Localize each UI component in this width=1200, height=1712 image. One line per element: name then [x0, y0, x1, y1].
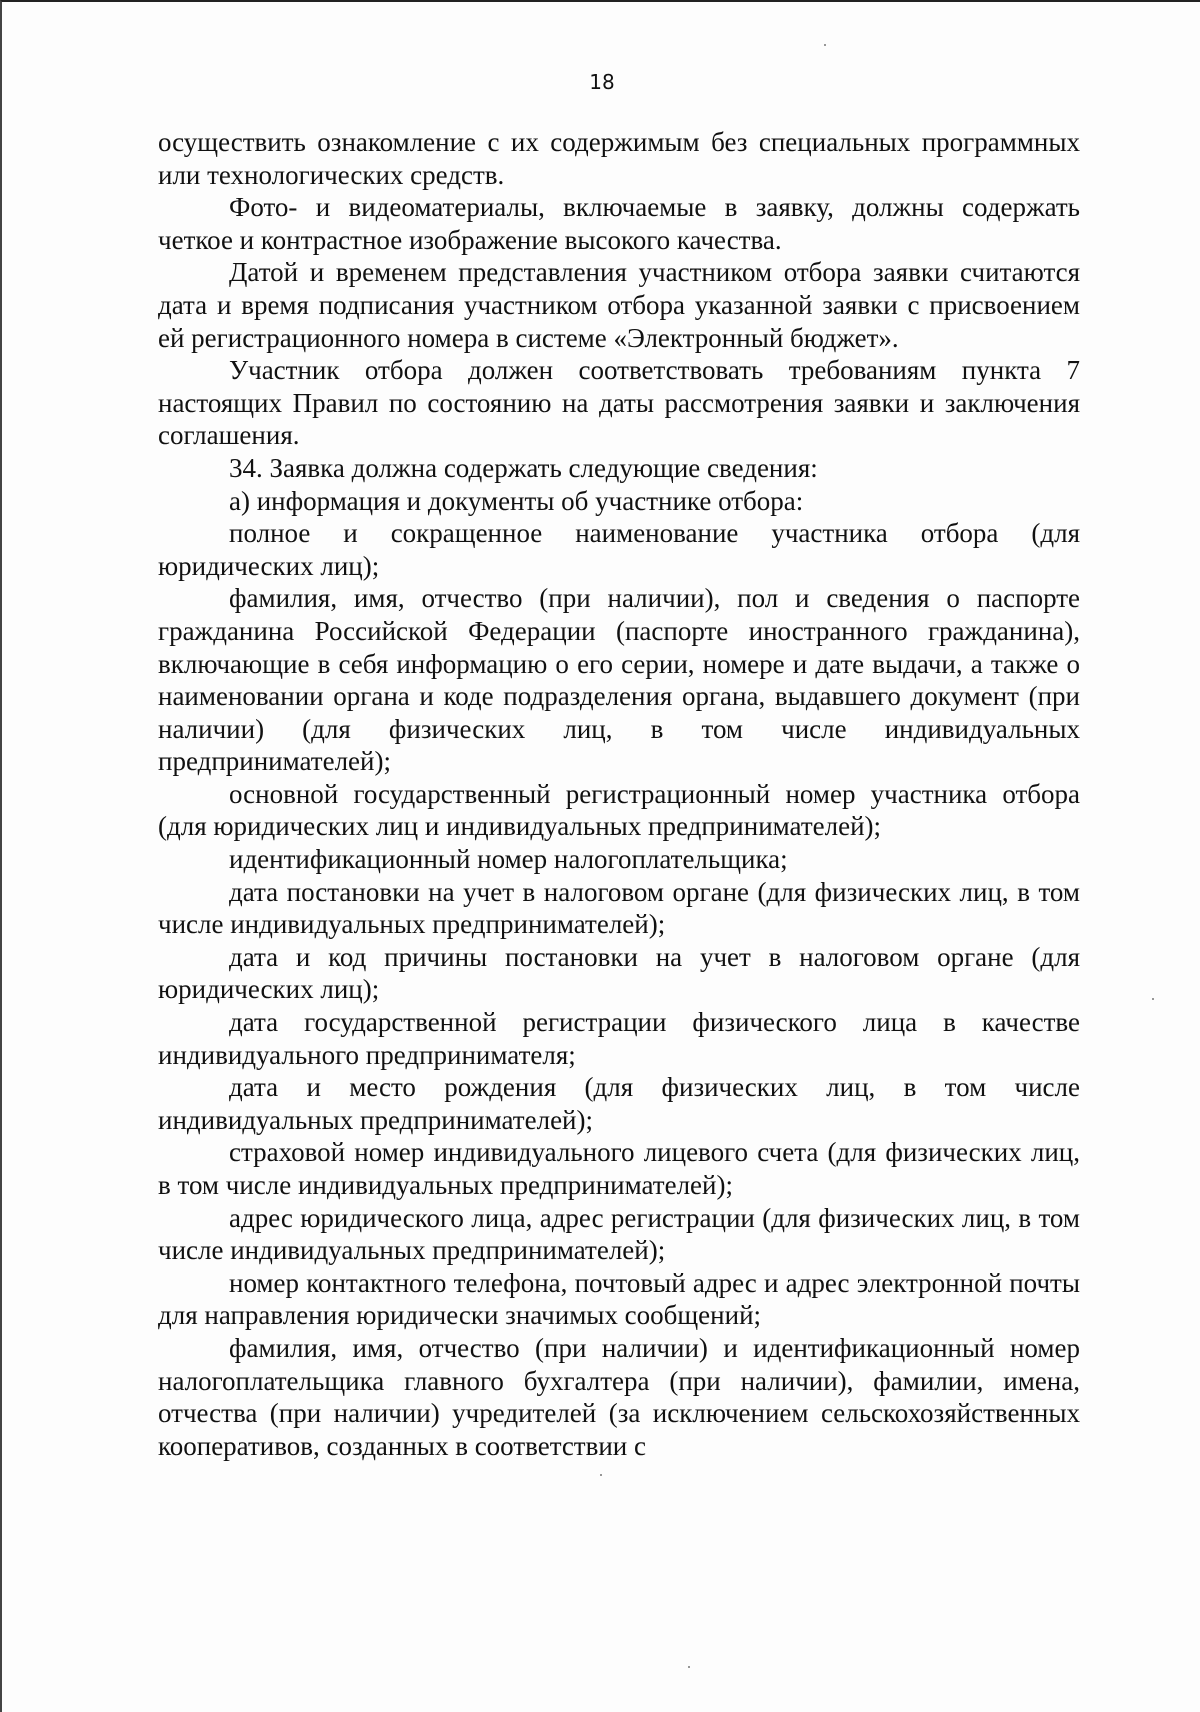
paragraph-14: дата и место рождения (для физических лиц, в том числе индивидуальных предпринимателей);: [158, 1072, 1080, 1135]
scan-speck: [1152, 998, 1154, 1000]
paragraph-18: фамилия, имя, отчество (при наличии) и идентификационный номер налогоплательщика главного бухгалтера (при наличии), фамилии, имена, отчества (при наличии) учредителей (за исключением сельскохозяйственных кооперативов, созданных в соответствии с: [158, 1332, 1080, 1461]
paragraph-1: осуществить ознакомление с их содержимым без специальных программных или технологических средств.: [158, 127, 1080, 190]
paragraph-15: страховой номер индивидуального лицевого счета (для физических лиц, в том числе индивидуальных предпринимателей);: [158, 1137, 1080, 1200]
paragraph-8: фамилия, имя, отчество (при наличии), пол и сведения о паспорте гражданина Российской Федерации (паспорте иностранного гражданина), включающие в себя информацию о его серии, номере и дате выдачи, а также о наименовании органа и коде подразделения органа, выдавшего документ (при наличии) (для физических лиц, в том числе индивидуальных предпринимателей);: [158, 583, 1080, 777]
paragraph-3: Датой и временем представления участником отбора заявки считаются дата и время подписания участником отбора указанной заявки с присвоением ей регистрационного номера в системе «Электронный бюджет».: [158, 257, 1080, 353]
paragraph-2: Фото- и видеоматериалы, включаемые в заявку, должны содержать четкое и контрастное изображение высокого качества.: [158, 192, 1080, 255]
paragraph-6: а) информация и документы об участнике отбора:: [229, 485, 804, 516]
paragraph-4: Участник отбора должен соответствовать требованиям пункта 7 настоящих Правил по состоянию на даты рассмотрения заявки и заключения соглашения.: [158, 355, 1080, 451]
paragraph-10: идентификационный номер налогоплательщика;: [229, 844, 788, 875]
paragraph-16: адрес юридического лица, адрес регистрации (для физических лиц, в том числе индивидуальных предпринимателей);: [158, 1202, 1080, 1266]
scan-speck: [600, 1474, 602, 1476]
paragraph-9: основной государственный регистрационный номер участника отбора (для юридических лиц и индивидуальных предпринимателей);: [158, 778, 1080, 842]
paragraph-11: дата постановки на учет в налоговом органе (для физических лиц, в том числе индивидуальных предпринимателей);: [158, 876, 1080, 940]
scan-speck: [824, 44, 826, 46]
paragraph-17: номер контактного телефона, почтовый адрес и адрес электронной почты для направления юридически значимых сообщений;: [158, 1267, 1080, 1331]
paragraph-7: полное и сокращенное наименование участника отбора (для юридических лиц);: [158, 518, 1080, 581]
paragraph-13: дата государственной регистрации физического лица в качестве индивидуального предпринимателя;: [158, 1007, 1080, 1070]
document-body: [158, 126, 1080, 1462]
paragraph-12: дата и код причины постановки на учет в налоговом органе (для юридических лиц);: [158, 941, 1080, 1005]
page-number: 18: [589, 70, 615, 94]
scan-speck: [688, 1666, 690, 1668]
paragraph-5: 34. Заявка должна содержать следующие сведения:: [229, 452, 818, 483]
